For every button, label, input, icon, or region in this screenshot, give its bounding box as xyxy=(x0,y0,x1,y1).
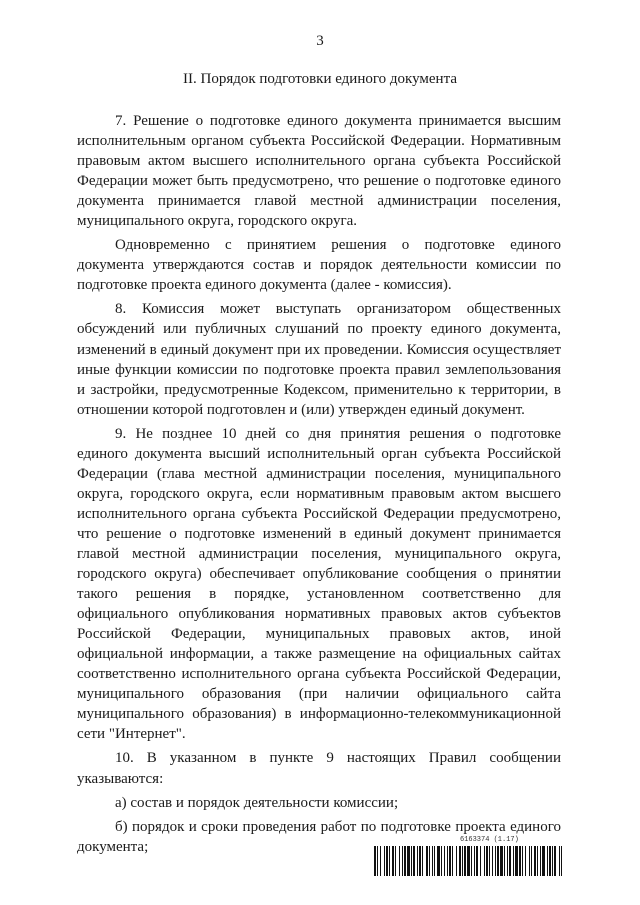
barcode-bar xyxy=(537,846,538,876)
barcode-bar xyxy=(444,846,445,876)
barcode-bar xyxy=(456,846,457,876)
barcode-bar xyxy=(507,846,508,876)
barcode-bar xyxy=(429,846,430,876)
barcode-bar xyxy=(476,846,478,876)
barcode-bar xyxy=(534,846,536,876)
barcode-bar xyxy=(413,846,415,876)
barcode-bar xyxy=(464,846,466,876)
barcode-bar xyxy=(474,846,475,876)
barcode-bar xyxy=(426,846,428,876)
barcode-bar xyxy=(513,846,514,876)
barcode-bar xyxy=(411,846,412,876)
barcode-bar xyxy=(525,846,526,876)
barcode-bar xyxy=(374,846,376,876)
barcode-bar xyxy=(554,846,556,876)
barcode-bar xyxy=(489,846,490,876)
paragraph: Одновременно с принятием решения о подготовке единого документа утверждаются состав и порядок деятельности комиссии по подготовке проекта единого документа (далее - комиссия). xyxy=(77,237,561,294)
document-body xyxy=(77,111,561,861)
barcode-bar xyxy=(407,846,410,876)
barcode-bar xyxy=(386,846,388,876)
barcode-bar xyxy=(495,846,496,876)
barcode-bar xyxy=(432,846,433,876)
barcode-bar xyxy=(552,846,553,876)
barcode-bar xyxy=(480,846,481,876)
barcode-bar xyxy=(434,846,435,876)
barcode-bar xyxy=(549,846,551,876)
barcode-bar xyxy=(389,846,390,876)
barcode-bar xyxy=(500,846,503,876)
barcode-bar xyxy=(419,846,421,876)
barcode-bar xyxy=(531,846,532,876)
barcode-bar xyxy=(417,846,418,876)
paragraph: 7. Решение о подготовке единого документа принимается высшим исполнительным органом субъекта Российской Федерации. Нормативным правовым актом высшего исполнительного органа субъекта Российской Федерации может быть предусмотрено, что решение о подготовке единого документа принимается главой местной администрации поселения, муниципального округа, городского округа. xyxy=(77,113,561,230)
barcode-bar xyxy=(449,846,451,876)
barcode-bar xyxy=(559,846,560,876)
barcode-bar xyxy=(452,846,453,876)
paragraph: 10. В указанном в пункте 9 настоящих Правил сообщении указываются: xyxy=(77,750,561,787)
barcode-bar xyxy=(459,846,461,876)
barcode-bar xyxy=(561,846,562,876)
paragraph: б) порядок и сроки проведения работ по подготовке проекта единого документа; xyxy=(77,818,561,855)
barcode-bar xyxy=(447,846,448,876)
barcode-bar xyxy=(467,846,470,876)
barcode-bar xyxy=(437,846,440,876)
barcode-bar xyxy=(540,846,541,876)
barcode-bar xyxy=(462,846,463,876)
page-number: 3 xyxy=(316,33,324,49)
barcode-bar xyxy=(402,846,403,876)
barcode-bar xyxy=(504,846,505,876)
paragraph: 9. Не позднее 10 дней со дня принятия решения о подготовке единого документа высший исполнительный орган субъекта Российской Федерации (глава местной администрации поселения, муниципального округа, городского округа, если нормативным правовым актом высшего исполнительного органа субъекта Российской Федерации предусмотрено, что решение о подготовке изменений в единый документ принимается главой местной администрации поселения, муниципального округа, городского округа) обеспечивает опубликование сообщения о принятии такого решения в порядке, установленном соответственно для официального опубликования нормативных правовых актов субъектов Российской Федерации, муниципальных правовых актов, иной официальной информации, а также размещение на официальных сайтах соответственно исполнительного органа субъекта Российской Федерации, муниципального образования (при наличии официального сайта муниципального образования) в информационно-телекоммуникационной сети "Интернет". xyxy=(77,425,561,743)
paragraph: 8. Комиссия может выступать организатором общественных обсуждений или публичных слушаний по проекту единого документа, изменений в единый документ при их проведении. Комиссия осуществляет иные функции комиссии по подготовке проекта правил землепользования и застройки, предусмотренные Кодексом, применительно к территории, в отношении которой подготовлен и (или) утвержден единый документ. xyxy=(77,301,561,418)
barcode-bar xyxy=(492,846,493,876)
barcode-bar xyxy=(529,846,530,876)
barcode-bar xyxy=(509,846,511,876)
section-title: II. Порядок подготовки единого документа xyxy=(183,71,457,87)
barcode-bar xyxy=(384,846,385,876)
barcode-bar xyxy=(377,846,378,876)
barcode-bar xyxy=(522,846,523,876)
barcode-bar xyxy=(471,846,472,876)
barcode-bar xyxy=(484,846,485,876)
barcode-bar xyxy=(542,846,545,876)
barcode-bar xyxy=(441,846,442,876)
barcode-bar xyxy=(380,846,381,876)
barcode-bar xyxy=(404,846,406,876)
barcode-bar xyxy=(497,846,499,876)
barcode-bar xyxy=(399,846,400,876)
barcode-bar xyxy=(515,846,518,876)
barcode-number: 6163374 (1.17) xyxy=(460,836,519,844)
barcode-bar xyxy=(547,846,548,876)
barcode-bar xyxy=(486,846,488,876)
barcode-bar xyxy=(395,846,396,876)
paragraph: а) состав и порядок деятельности комиссии; xyxy=(115,794,399,811)
barcode-bar xyxy=(392,846,394,876)
barcode-bar xyxy=(519,846,521,876)
barcode-bar xyxy=(422,846,423,876)
barcode-icon xyxy=(374,846,562,876)
